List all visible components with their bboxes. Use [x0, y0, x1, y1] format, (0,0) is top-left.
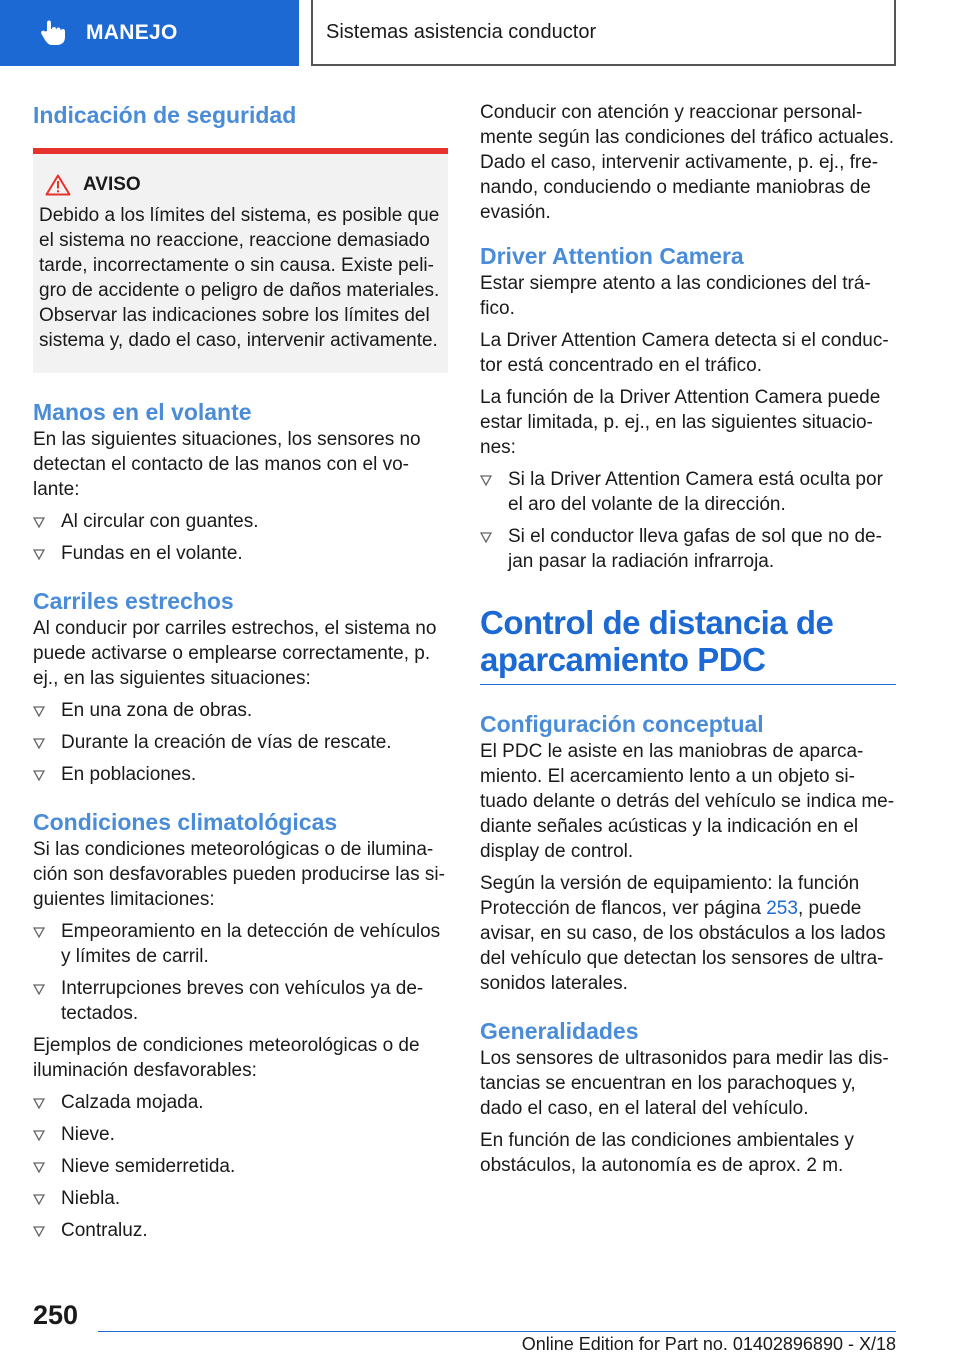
- bullet-triangle-icon: [33, 1226, 45, 1237]
- bullet-triangle-icon: [480, 532, 492, 543]
- list-item: Niebla.: [33, 1186, 448, 1211]
- list-item: Contraluz.: [33, 1218, 448, 1243]
- warning-header: [39, 174, 440, 196]
- bullet-triangle-icon: [33, 984, 45, 995]
- weather-examples-intro: Ejemplos de condiciones meteorológicas o de iluminación desfavorables:: [33, 1035, 420, 1081]
- weather-intro: Si las condiciones meteorológicas o de ilumina-ción son desfavorables pueden producirse las si-guientes limitaciones:: [33, 839, 445, 910]
- right-column: [480, 100, 896, 1178]
- footer-edition: Online Edition for Part no. 01402896890 - X/18: [521, 1334, 896, 1354]
- camera-p2: La Driver Attention Camera detecta si el conduc-tor está concentrado en el tráfico.: [480, 330, 889, 376]
- bullet-triangle-icon: [33, 706, 45, 717]
- bullet-triangle-icon: [33, 1194, 45, 1205]
- bullet-triangle-icon: [33, 1130, 45, 1141]
- hands-list: [33, 509, 448, 566]
- list-item: Interrupciones breves con vehículos ya de-tectados.: [33, 976, 448, 1026]
- bullet-triangle-icon: [480, 475, 492, 486]
- weather-heading: Condiciones climatológicas: [33, 809, 338, 835]
- warning-box: [33, 148, 448, 373]
- page-number: 250: [33, 1300, 79, 1330]
- concept-p2: Según la versión de equipamiento: la función Protección de flancos, ver página 253, puede avisar, en su caso, de los obstáculos a los lados del vehículo que detectan los sensores de ultra-sonidos laterales.: [480, 873, 886, 994]
- list-item: Nieve semiderretida.: [33, 1154, 448, 1179]
- list-item: En poblaciones.: [33, 762, 448, 787]
- list-item: Si el conductor lleva gafas de sol que no de-jan pasar la radiación infrarroja.: [480, 524, 896, 574]
- left-column: [33, 100, 448, 1243]
- list-item: Calzada mojada.: [33, 1090, 448, 1115]
- chapter-tab[interactable]: [0, 0, 299, 66]
- warning-triangle-icon: [45, 174, 71, 196]
- bullet-triangle-icon: [33, 770, 45, 781]
- concept-p1: El PDC le asiste en las maniobras de aparca-miento. El acercamiento lento a un objeto si-tuado delante o detrás del vehículo se indica me-diante señales acústicas y la indicación en el display de control.: [480, 741, 895, 862]
- list-item: Al circular con guantes.: [33, 509, 448, 534]
- list-item: Fundas en el volante.: [33, 541, 448, 566]
- warning-text: Debido a los límites del sistema, es posible que el sistema no reaccione, reaccione demasiado tarde, incorrectamente o sin causa. Existe peli-gro de accidente o peligro de daños materiales. Observar las indicaciones sobre los límites del sistema y, dado el caso, intervenir activamente.: [39, 205, 440, 351]
- weather-list: [33, 919, 448, 1026]
- list-item: Nieve.: [33, 1122, 448, 1147]
- section-title: Sistemas asistencia conductor: [326, 20, 597, 43]
- bullet-triangle-icon: [33, 1162, 45, 1173]
- list-item: Si la Driver Attention Camera está oculta por el aro del volante de la dirección.: [480, 467, 896, 517]
- camera-heading: Driver Attention Camera: [480, 243, 744, 269]
- safety-heading: Indicación de seguridad: [33, 102, 297, 128]
- list-item: Durante la creación de vías de rescate.: [33, 730, 448, 755]
- chapter-tab-label: MANEJO: [86, 21, 178, 44]
- pdc-title: Control de distancia de aparcamiento PDC: [480, 604, 896, 685]
- hands-heading: Manos en el volante: [33, 399, 252, 425]
- footer-divider: [98, 1331, 896, 1332]
- page-link[interactable]: 253: [766, 898, 798, 919]
- section-header: [311, 0, 896, 66]
- bullet-triangle-icon: [33, 517, 45, 528]
- bullet-triangle-icon: [33, 927, 45, 938]
- concept-heading: Configuración conceptual: [480, 711, 764, 737]
- general-p1: Los sensores de ultrasonidos para medir las dis-tancias se encuentran en los parachoques y, dado el caso, en el lateral del vehículo.: [480, 1048, 889, 1119]
- lanes-intro: Al conducir por carriles estrechos, el sistema no puede activarse o emplearse correctamente, p. ej., en las siguientes situaciones:: [33, 618, 437, 689]
- hands-intro: En las siguientes situaciones, los sensores no detectan el contacto de las manos con el vo-lante:: [33, 429, 421, 500]
- bullet-triangle-icon: [33, 1098, 45, 1109]
- bullet-triangle-icon: [33, 738, 45, 749]
- list-item: En una zona de obras.: [33, 698, 448, 723]
- attention-paragraph: Conducir con atención y reaccionar personal-mente según las condiciones del tráfico actuales. Dado el caso, intervenir activamente, p. ej., fre-nando, conduciendo o mediante maniobras de evasión.: [480, 102, 895, 223]
- warning-title: AVISO: [83, 174, 141, 195]
- bullet-triangle-icon: [33, 549, 45, 560]
- general-heading: Generalidades: [480, 1018, 639, 1044]
- weather-examples-list: [33, 1090, 448, 1243]
- general-p2: En función de las condiciones ambientales y obstáculos, la autonomía es de aprox. 2 m.: [480, 1130, 854, 1176]
- camera-list: [480, 467, 896, 574]
- camera-p3: La función de la Driver Attention Camera puede estar limitada, p. ej., en las siguientes situacio-nes:: [480, 387, 881, 458]
- steering-hand-icon: [38, 18, 68, 48]
- lanes-heading: Carriles estrechos: [33, 588, 234, 614]
- lanes-list: [33, 698, 448, 787]
- camera-p1: Estar siempre atento a las condiciones del trá-fico.: [480, 273, 871, 319]
- list-item: Empeoramiento en la detección de vehículos y límites de carril.: [33, 919, 448, 969]
